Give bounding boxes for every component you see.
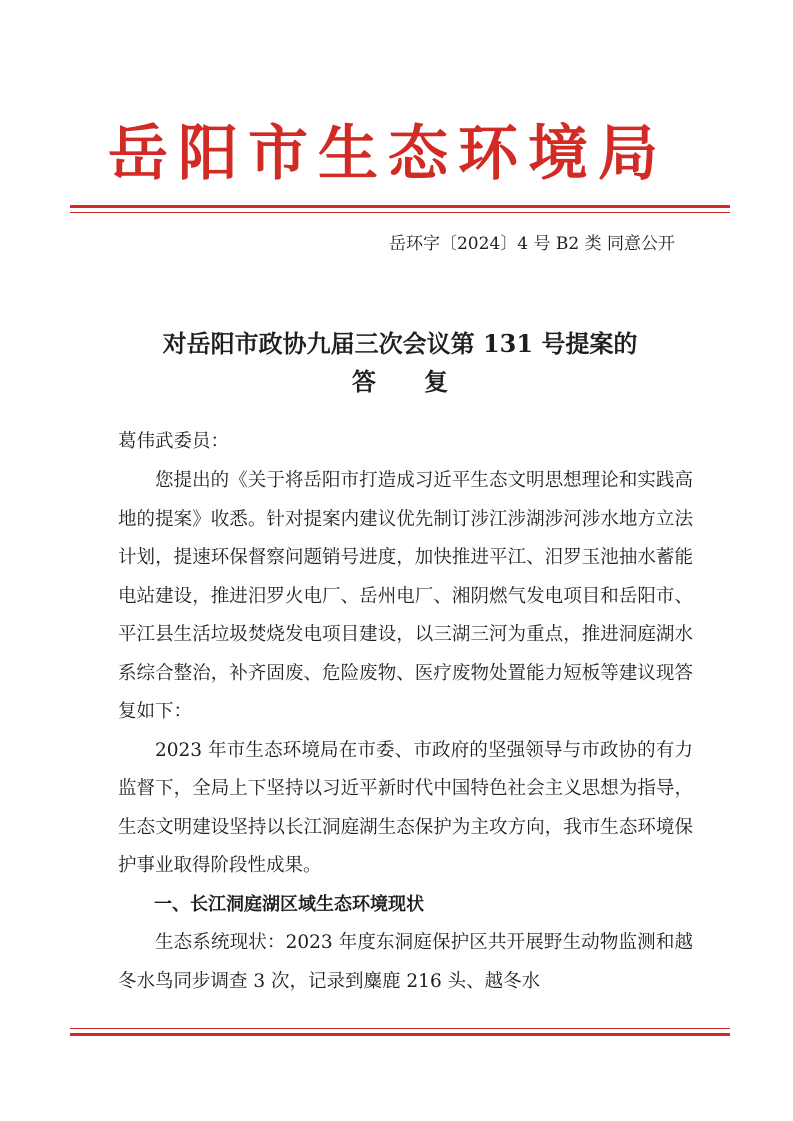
header-rule-thin [70,212,730,213]
org-header-title: 岳阳市生态环境局 [108,119,668,189]
paragraph-ecosystem: 生态系统现状：2023 年度东洞庭保护区共开展野生动物监测和越冬水鸟同步调查 3 次，记录到麋鹿 216 头、越冬水 [118,932,693,992]
salutation: 葛伟武委员： [118,431,230,452]
section-heading-1: 一、长江洞庭湖区域生态环境现状 [154,893,424,915]
document-title-line1: 对岳阳市政协九届三次会议第 131 号提案的 [162,329,638,358]
document-number: 岳环字〔2024〕4 号 B2 类 同意公开 [388,234,675,254]
paragraph-summary: 2023 年市生态环境局在市委、市政府的坚强领导与市政协的有力监督下，全局上下坚持以习近平新时代中国特色社会主义思想为指导，生态文明建设坚持以长江洞庭湖生态保护为主攻方向，我市生态环境保护事业取得阶段性成果。 [118,739,693,876]
footer-rule-thick [70,1033,730,1036]
footer-rule-thin [70,1028,730,1029]
body-paragraphs [118,462,693,1001]
document-title-line2: 答 复 [351,367,469,396]
header-rule-thick [70,205,730,208]
paragraph-intro: 您提出的《关于将岳阳市打造成习近平生态文明思想理论和实践高地的提案》收悉。针对提案内建议优先制订涉江涉湖涉河涉水地方立法计划，提速环保督察问题销号进度，加快推进平江、汨罗玉池抽水蓄能电站建设，推进汨罗火电厂、岳州电厂、湘阴燃气发电项目和岳阳市、平江县生活垃圾焚烧发电项目建设，以三湖三河为重点，推进洞庭湖水系综合整治，补齐固废、危险废物、医疗废物处置能力短板等建议现答复如下： [118,470,693,722]
